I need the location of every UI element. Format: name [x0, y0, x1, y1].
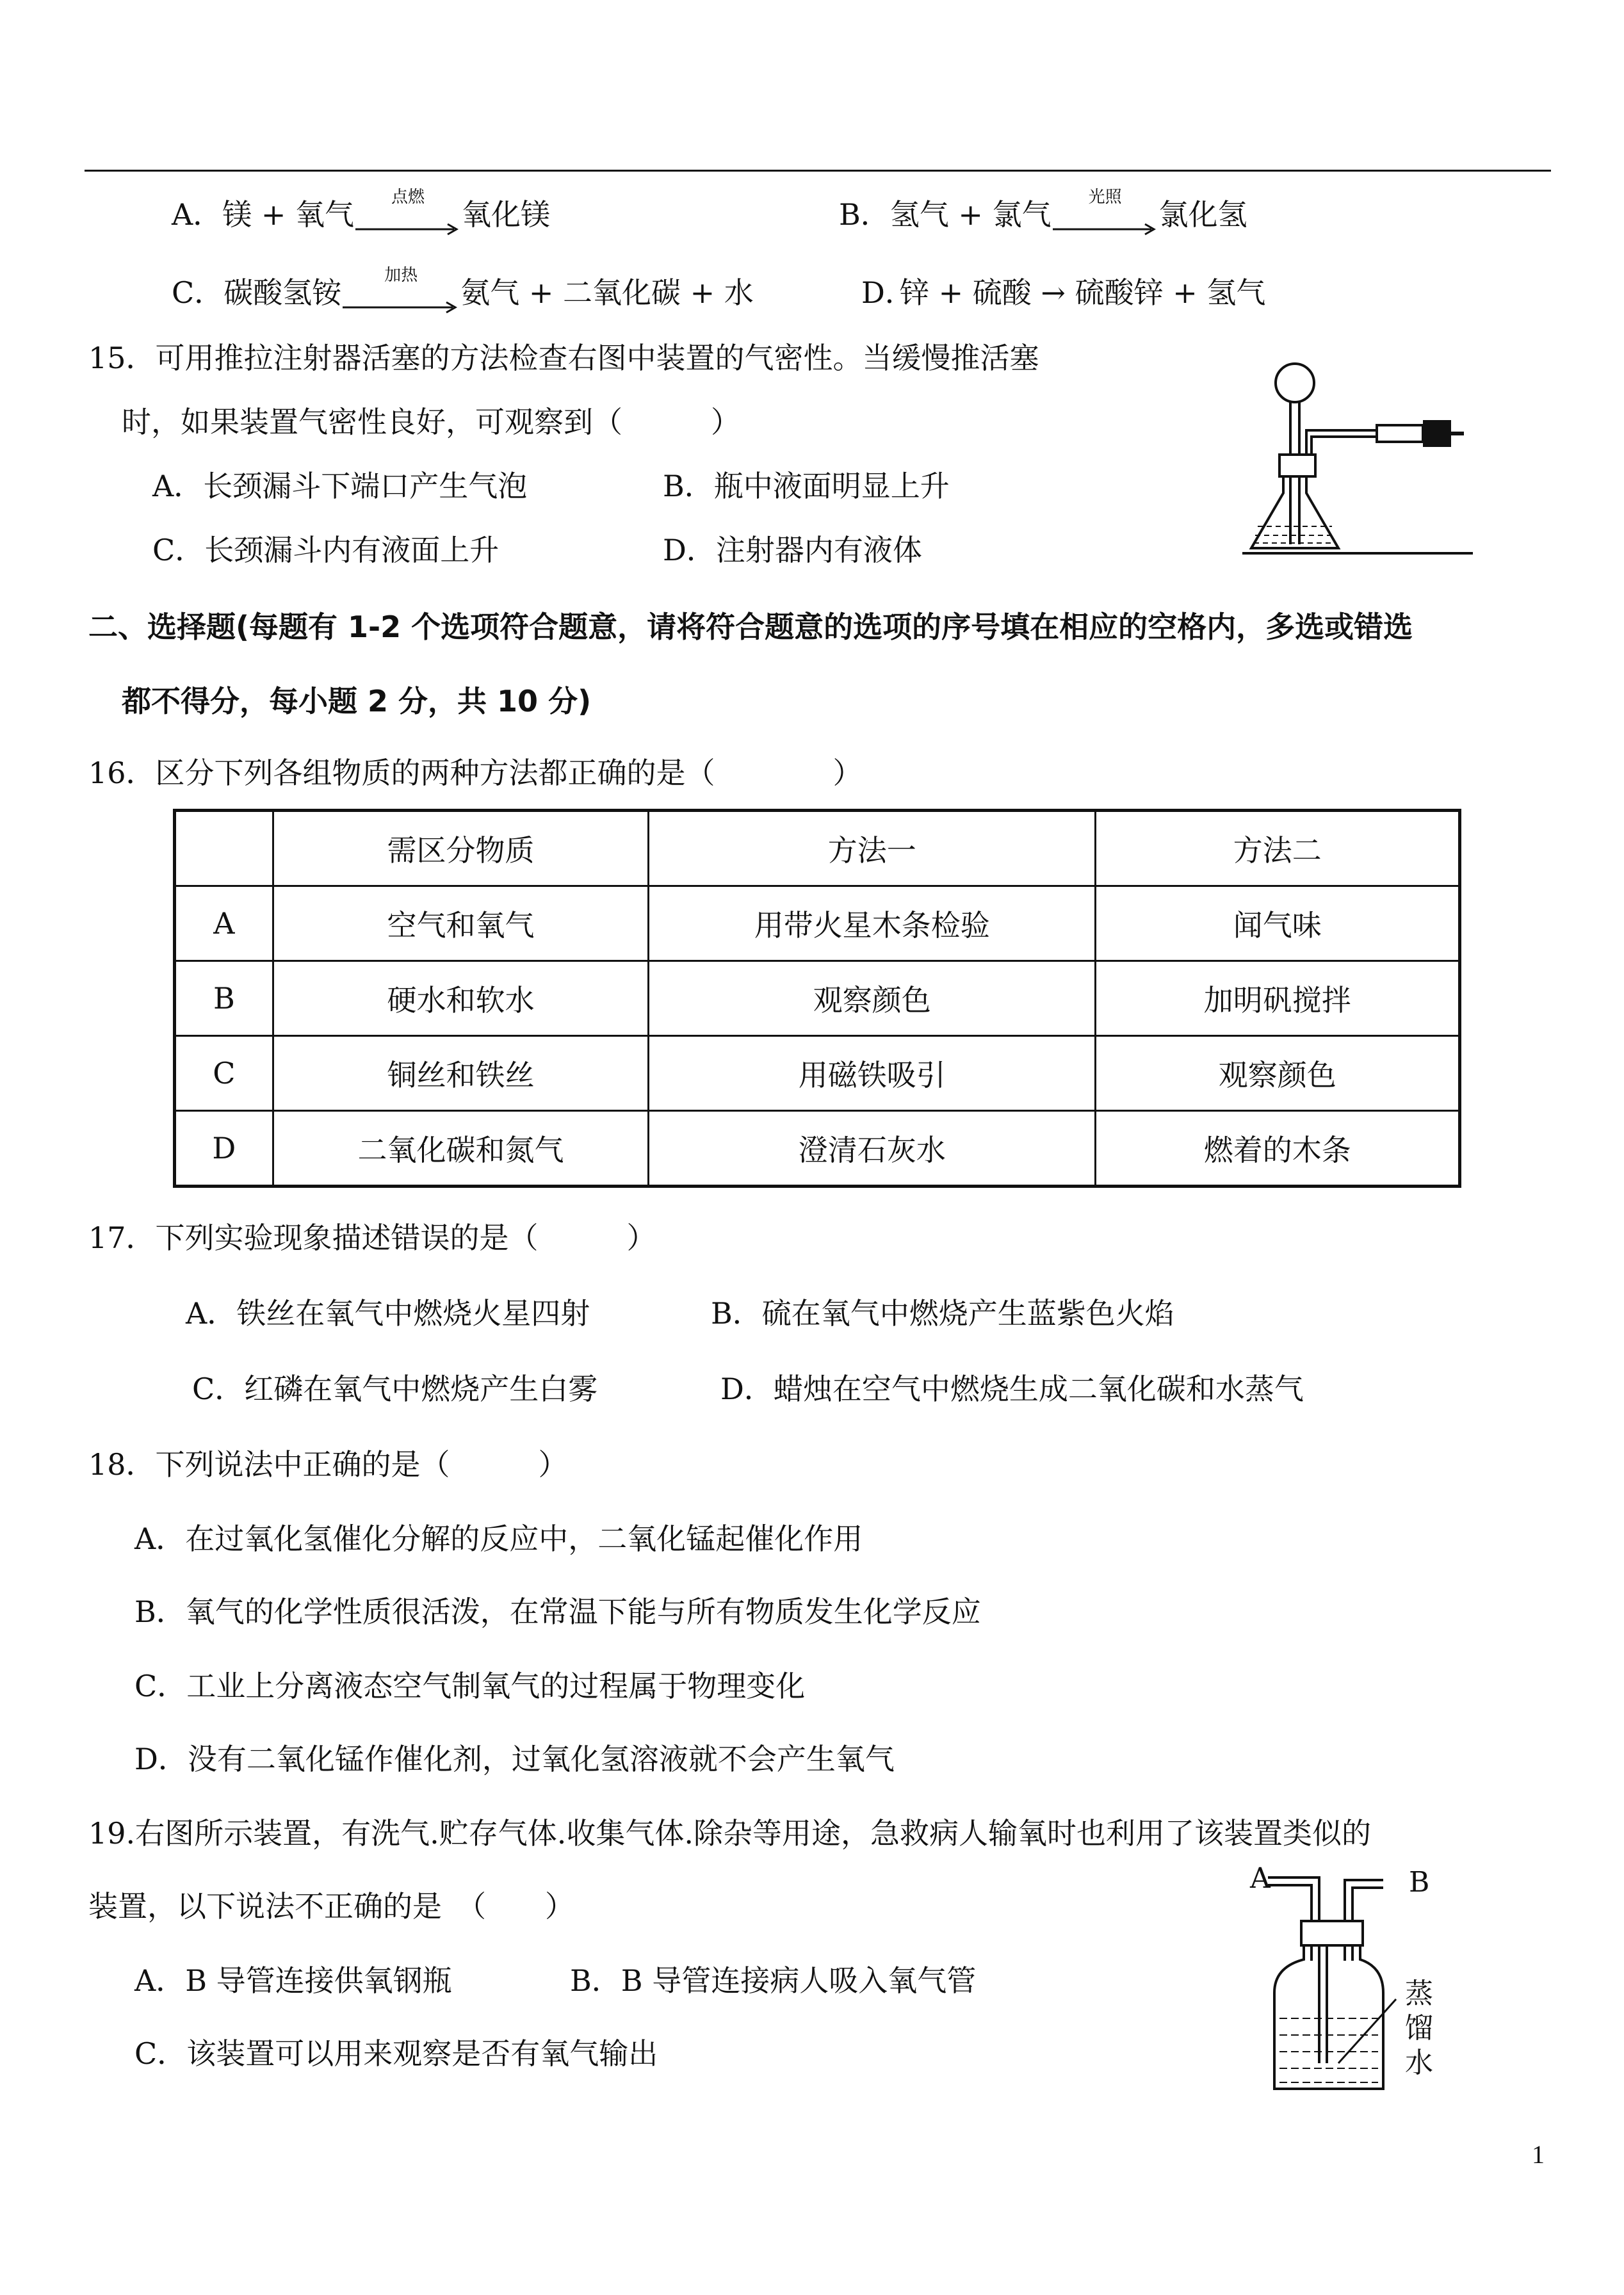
table-cell: 方法二 [1096, 811, 1460, 886]
table-row [175, 1111, 1460, 1187]
q14-option-a: A．镁 + 氧气 点燃 氧化镁 [172, 200, 550, 229]
arrow-icon: 光照 [1052, 211, 1159, 223]
q16-stem: 16．区分下列各组物质的两种方法都正确的是（ ） [88, 756, 863, 790]
q19-figure-water-label-1: 蒸 [1405, 1977, 1433, 2010]
q17-stem: 17．下列实验现象描述错误的是（ ） [88, 1220, 656, 1255]
q19-figure-water-label-2: 馏 [1405, 2012, 1433, 2045]
table-cell: C [175, 1036, 273, 1111]
table-header-row [175, 811, 1460, 886]
q15-stem-cont: 时，如果装置气密性良好，可观察到（ ） [122, 405, 740, 439]
table-cell: 用磁铁吸引 [649, 1036, 1096, 1111]
table-cell: 燃着的木条 [1096, 1111, 1460, 1187]
q15-option-d: D．注射器内有液体 [663, 533, 922, 567]
q15-apparatus-figure [1242, 359, 1473, 570]
q19-figure-label-b: B [1409, 1866, 1430, 1899]
q14-option-b: B．氢气 + 氯气 光照 氯化氢 [839, 200, 1247, 229]
q19-option-a: A．B 导管连接供氧钢瓶 [134, 1963, 452, 1998]
q15-option-b: B．瓶中液面明显上升 [663, 469, 950, 503]
q14-option-d-text: 锌 + 硫酸 → 硫酸锌 + 氢气 [900, 275, 1266, 310]
table-row [175, 886, 1460, 961]
q18-stem: 18．下列说法中正确的是（ ） [88, 1447, 568, 1482]
q19-figure-label-a: A [1250, 1862, 1271, 1895]
q17-option-b: B．硫在氧气中燃烧产生蓝紫色火焰 [711, 1296, 1174, 1331]
table-cell: 二氧化碳和氮气 [273, 1111, 649, 1187]
table-cell: B [175, 961, 273, 1036]
section2-heading-cont: 都不得分，每小题 2 分，共 10 分) [122, 684, 592, 718]
q18-option-d: D．没有二氧化锰作催化剂，过氧化氢溶液就不会产生氧气 [134, 1742, 895, 1776]
table-cell: 方法一 [649, 811, 1096, 886]
q19-option-b: B．B 导管连接病人吸入氧气管 [570, 1963, 977, 1998]
table-cell: 硬水和软水 [273, 961, 649, 1036]
section2-heading: 二、选择题(每题有 1-2 个选项符合题意，请将符合题意的选项的序号填在相应的空格内，多选或错选 [88, 610, 1413, 644]
arrow-icon: 加热 [341, 289, 460, 302]
table-cell [175, 811, 273, 886]
table-cell: 观察颜色 [1096, 1036, 1460, 1111]
table-cell: 观察颜色 [649, 961, 1096, 1036]
q19-figure-water-label-3: 水 [1405, 2047, 1433, 2079]
q19-stem-cont: 装置，以下说法不正确的是 （ ） [88, 1889, 574, 1924]
q19-option-c: C．该装置可以用来观察是否有氧气输出 [134, 2036, 658, 2071]
q16-table [173, 809, 1461, 1188]
q15-option-a: A．长颈漏斗下端口产生气泡 [152, 469, 528, 503]
table-cell: 澄清石灰水 [649, 1111, 1096, 1187]
q15-stem: 15．可用推拉注射器活塞的方法检查右图中装置的气密性。当缓慢推活塞 [88, 341, 1039, 375]
q14-option-c: C．碳酸氢铵 加热 氨气 + 二氧化碳 + 水 [172, 278, 754, 307]
q19-bottle-figure [1268, 1871, 1402, 2102]
q15-option-c: C．长颈漏斗内有液面上升 [152, 533, 499, 567]
q18-option-b: B．氧气的化学性质很活泼，在常温下能与所有物质发生化学反应 [134, 1594, 981, 1629]
table-cell: 加明矾搅拌 [1096, 961, 1460, 1036]
q14-option-d: D． [861, 275, 914, 310]
q18-option-c: C．工业上分离液态空气制氧气的过程属于物理变化 [134, 1669, 806, 1703]
table-cell: 需区分物质 [273, 811, 649, 886]
table-row [175, 961, 1460, 1036]
table-cell: A [175, 886, 273, 961]
q19-stem: 19.右图所示装置，有洗气.贮存气体.收集气体.除杂等用途，急救病人输氧时也利用了该装置类似的 [88, 1816, 1372, 1851]
table-cell: D [175, 1111, 273, 1187]
arrow-icon: 点燃 [354, 211, 462, 223]
table-cell: 闻气味 [1096, 886, 1460, 961]
q18-option-a: A．在过氧化氢催化分解的反应中，二氧化锰起催化作用 [134, 1521, 863, 1556]
q17-option-c: C．红磷在氧气中燃烧产生白雾 [192, 1372, 598, 1406]
q17-option-d: D．蜡烛在空气中燃烧生成二氧化碳和水蒸气 [720, 1372, 1304, 1406]
table-cell: 用带火星木条检验 [649, 886, 1096, 961]
table-cell: 空气和氧气 [273, 886, 649, 961]
table-row [175, 1036, 1460, 1111]
page-number: 1 [1532, 2140, 1545, 2169]
table-cell: 铜丝和铁丝 [273, 1036, 649, 1111]
header-rule [85, 170, 1551, 172]
q17-option-a: A．铁丝在氧气中燃烧火星四射 [186, 1296, 590, 1331]
